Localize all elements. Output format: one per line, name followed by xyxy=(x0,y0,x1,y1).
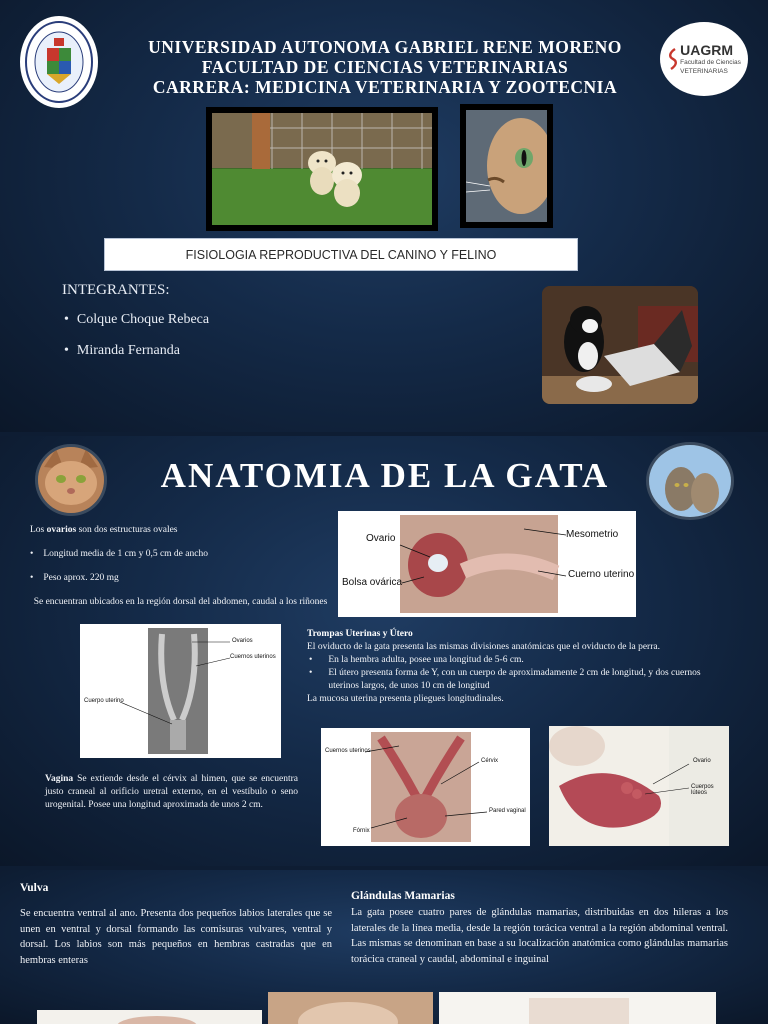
slide-title xyxy=(0,0,768,432)
label-ovario: Ovario xyxy=(693,758,711,764)
label-ovario: Ovario xyxy=(366,533,396,544)
vulva-photo xyxy=(37,1010,262,1024)
bullet-icon: • xyxy=(309,668,313,678)
vagina-bold: Vagina xyxy=(45,774,74,784)
trompas-bullet-text: En la hembra adulta, posee una longitud de 5-6 cm. xyxy=(328,655,524,665)
uagrm-line1: Facultad de Ciencias xyxy=(680,58,741,66)
puppies-photo xyxy=(206,107,438,231)
trompas-bullet xyxy=(307,654,732,667)
cat-portrait-photo xyxy=(35,444,107,516)
uagrm-mark-icon xyxy=(667,47,677,71)
trompas-bullet-text: El útero presenta forma de Y, con un cuerpo de aproximadamente 2 cm de longitud, y dos cuernos uterinos largos, de unos 10 cm de longitud xyxy=(328,668,701,691)
bullet-icon: • xyxy=(30,573,34,583)
vagina-block xyxy=(45,773,298,812)
label-ovarios: Ovarios xyxy=(232,638,253,644)
label-mesometrio: Mesometrio xyxy=(566,529,619,540)
label-bolsa-ovarica: Bolsa ovárica xyxy=(342,577,403,588)
uagrm-name: UAGRM xyxy=(680,41,734,58)
integrante-name: Colque Choque Rebeca xyxy=(76,312,210,327)
trompas-bullet xyxy=(307,667,732,693)
glandulas-text: La gata posee cuatro pares de glándulas mamarias, distribuidas en dos hileras a los laterales de la línea media, desde la región torácica ventral a la región abdominal ventral. Las mismas se denominan en base a su localización anatómica como glándulas mamarias torácica craneal y caudal, abdominal e inguinal xyxy=(351,907,728,965)
ovarios-bullet-text: Longitud media de 1 cm y 0,5 cm de ancho xyxy=(43,549,208,559)
ovarios-bullet xyxy=(30,572,119,585)
cat-laptop-photo xyxy=(542,286,698,404)
ovarios-location: Se encuentran ubicados en la región dorsal del abdomen, caudal a los riñones xyxy=(33,597,328,607)
bullet-icon: • xyxy=(64,343,69,358)
mammary-photo-2 xyxy=(439,992,716,1024)
subtitle-box xyxy=(104,238,578,271)
ovarios-prefix: Los xyxy=(30,525,47,535)
ovarios-bullet-text: Peso aprox. 220 mg xyxy=(43,573,119,583)
integrantes-label: INTEGRANTES: xyxy=(62,282,170,298)
figure-cuerpos-luteos xyxy=(549,726,729,846)
bullet-icon: • xyxy=(309,655,313,665)
label-cuerno-uterino: Cuerno uterino xyxy=(568,569,635,580)
label-fornix: Fórnix xyxy=(353,828,370,834)
trompas-closing: La mucosa uterina presenta pliegues longitudinales. xyxy=(307,694,504,704)
uagrm-logo xyxy=(660,22,748,96)
cat-face-photo xyxy=(460,104,553,228)
slide-vulva-glandulas xyxy=(0,870,768,1024)
vulva-text: Se encuentra ventral al ano. Presenta dos pequeños labios laterales que se unen en ventral y dorsal formando las comisuras vulvares, ventral y dorsal. Los labios son más pequeños en hembras castradas que en hembras enteras xyxy=(20,908,332,966)
vagina-text: Se extiende desde el cérvix al himen, que se encuentra justo craneal al orificio uretral externo, en el vestíbulo o seno urogenital. Posee una longitud aproximada de unos 2 cm. xyxy=(45,774,298,810)
presentation-subtitle: FISIOLOGIA REPRODUCTIVA DEL CANINO Y FELINO xyxy=(185,247,497,262)
university-seal-icon xyxy=(20,16,98,108)
figure-cervix xyxy=(321,728,530,846)
ovarios-suffix: son dos estructuras ovales xyxy=(76,525,178,535)
kittens-photo xyxy=(646,442,734,520)
integrante-item xyxy=(64,312,209,328)
header-career: CARRERA: MEDICINA VETERINARIA Y ZOOTECNIA xyxy=(152,77,618,97)
label-cuernos-uterinos: Cuernos uterinos xyxy=(230,654,276,660)
label-pared-vaginal: Pared vaginal xyxy=(489,808,526,814)
header-university: UNIVERSIDAD AUTONOMA GABRIEL RENE MORENO xyxy=(148,37,622,57)
integrante-name: Miranda Fernanda xyxy=(76,343,180,358)
label-cervix: Cérvix xyxy=(481,758,499,764)
anatomy-title: ANATOMIA DE LA GATA xyxy=(160,456,610,495)
vulva-heading: Vulva xyxy=(20,882,49,894)
figure-ovario xyxy=(338,511,636,617)
slide-anatomy xyxy=(0,436,768,866)
header-faculty: FACULTAD DE CIENCIAS VETERINARIAS xyxy=(201,57,569,77)
mammary-photo-1 xyxy=(268,992,433,1024)
uagrm-line2: VETERINARIAS xyxy=(680,67,728,75)
ovarios-bold: ovarios xyxy=(46,525,77,535)
trompas-block xyxy=(307,628,732,706)
trompas-heading: Trompas Uterinas y Útero xyxy=(307,629,413,639)
bullet-icon: • xyxy=(30,549,34,559)
label-cuerpos-luteos: Cuerpos lúteos xyxy=(691,784,714,796)
integrante-item xyxy=(64,343,180,359)
label-cuernos-uterinos: Cuernos uterinos xyxy=(325,748,371,754)
trompas-intro: El oviducto de la gata presenta las mismas divisiones anatómicas que el oviducto de la perra. xyxy=(307,642,660,652)
figure-uterus-diagram xyxy=(80,624,281,758)
glandulas-heading: Glándulas Mamarias xyxy=(351,890,455,902)
label-cuerpo-uterino: Cuerpo uterino xyxy=(84,698,124,704)
ovarios-intro xyxy=(30,524,178,537)
ovarios-bullet xyxy=(30,548,208,561)
bullet-icon: • xyxy=(64,312,69,327)
